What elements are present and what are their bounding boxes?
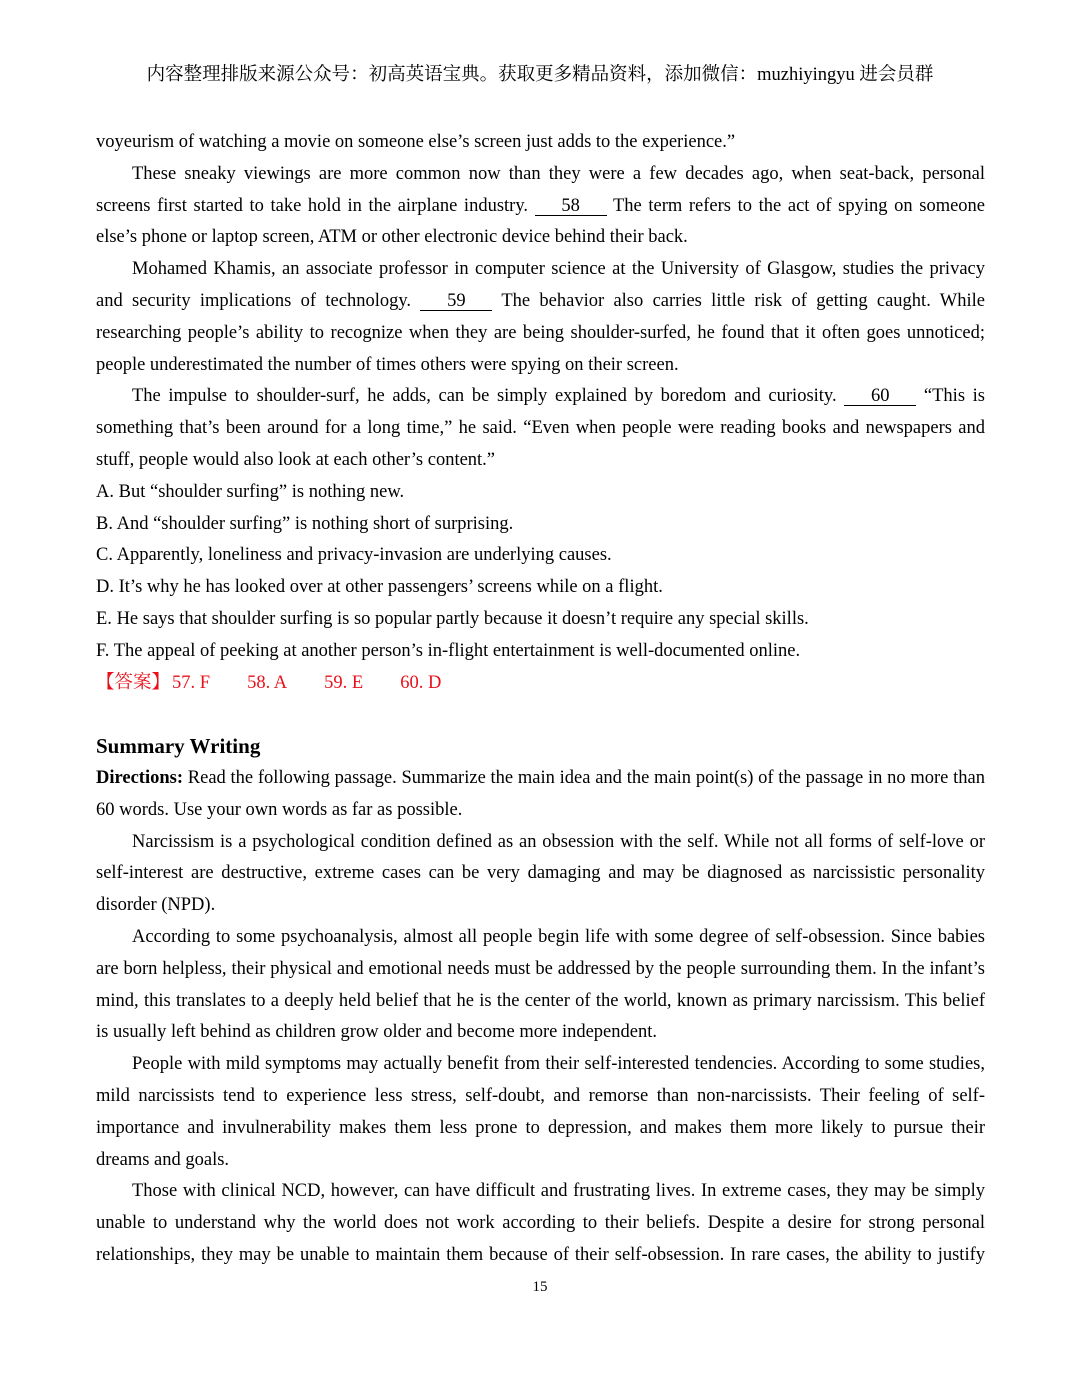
text-segment: screens first started to take hold in the airplane industry. xyxy=(96,195,528,216)
text-line: Mohamed Khamis, an associate professor in computer science at the University of Glasgow, studies the privacy xyxy=(132,259,985,280)
directions-line: 60 words. Use your own words as far as possible. xyxy=(96,799,463,820)
text-line: voyeurism of watching a movie on someone else’s screen just adds to the experience.” xyxy=(96,132,736,152)
text-line xyxy=(96,381,985,413)
option-text: Apparently, loneliness and privacy-invasion are underlying causes. xyxy=(116,545,612,566)
option-f xyxy=(96,636,985,668)
option-letter: C. xyxy=(96,545,113,566)
page-body xyxy=(96,127,985,1272)
option-letter: D. xyxy=(96,577,114,598)
text-line: self-interest are destructive, extreme cases can be very damaging and may be diagnosed as narcissistic personality xyxy=(96,863,985,884)
text-segment: The behavior also carries little risk of getting caught. While xyxy=(501,290,986,311)
text-line: mind, this translates to a deeply held belief that he is the center of the world, known as primary narcissism. This belief xyxy=(96,990,985,1011)
text-line: are born helpless, their physical and emotional needs must be addressed by the people surrounding them. In the infant’s xyxy=(96,958,985,979)
text-line: These sneaky viewings are more common now than they were a few decades ago, when seat-back, personal xyxy=(132,163,985,184)
text-line: researching people’s ability to recognize when they are being shoulder-surfed, he found that it often goes unnoticed; xyxy=(96,322,985,343)
spacer xyxy=(96,699,985,731)
section-title: Summary Writing xyxy=(96,734,261,759)
text-line: mild narcissists tend to experience less stress, self-doubt, and remorse than non-narcissists. Their feeling of self- xyxy=(96,1085,985,1106)
option-b xyxy=(96,509,985,541)
text-line: dreams and goals. xyxy=(96,1149,230,1170)
text-segment: and security implications of technology. xyxy=(96,290,412,311)
answer-item: 58. A xyxy=(247,672,288,693)
option-letter: E. xyxy=(96,608,112,629)
text-line: people underestimated the number of times others were spying on their screen. xyxy=(96,354,679,375)
text-line: Those with clinical NCD, however, can have difficult and frustrating lives. In extreme cases, they may be simply xyxy=(132,1181,985,1202)
option-text: But “shoulder surfing” is nothing new. xyxy=(118,481,405,502)
text-segment: The impulse to shoulder-surf, he adds, can be simply explained by boredom and curiosity. xyxy=(132,386,837,407)
text-line: is usually left behind as children grow older and become more independent. xyxy=(96,1022,657,1043)
option-text: He says that shoulder surfing is so popular partly because it doesn’t require any special skills. xyxy=(116,608,809,629)
text-segment: “This is xyxy=(923,386,986,407)
option-letter: A. xyxy=(96,481,114,502)
text-line: People with mild symptoms may actually benefit from their self-interested tendencies. According to some studies, xyxy=(132,1054,985,1075)
text-segment: The term refers to the act of spying on someone xyxy=(612,195,986,216)
answer-item: 60. D xyxy=(400,672,442,693)
text-line: else’s phone or laptop screen, ATM or other electronic device behind their back. xyxy=(96,227,688,248)
answer-blank-60: 60 xyxy=(844,387,916,406)
option-text: The appeal of peeking at another person’s in-flight entertainment is well-documented online. xyxy=(113,640,801,661)
option-e xyxy=(96,604,985,636)
text-line: disorder (NPD). xyxy=(96,895,216,916)
page-number: 15 xyxy=(532,1279,548,1295)
option-text: It’s why he has looked over at other passengers’ screens while on a flight. xyxy=(118,577,663,598)
option-text: And “shoulder surfing” is nothing short of surprising. xyxy=(116,513,514,534)
option-c xyxy=(96,540,985,572)
option-a xyxy=(96,477,985,509)
page-header: 内容整理排版来源公众号：初高英语宝典。获取更多精品资料，添加微信：muzhiyingyu 进会员群 xyxy=(146,65,934,85)
text-line: importance and invulnerability makes them less prone to depression, and makes them more likely to pursue their xyxy=(96,1117,985,1138)
answer-blank-59: 59 xyxy=(420,292,492,311)
option-letter: F. xyxy=(96,640,110,661)
text-line: According to some psychoanalysis, almost all people begin life with some degree of self-obsession. Since babies xyxy=(132,926,985,947)
text-line: unable to understand why the world does not work according to their beliefs. Despite a desire for strong personal xyxy=(96,1213,985,1234)
text-line: stuff, people would also look at each other’s content.” xyxy=(96,449,496,470)
text-line xyxy=(96,191,985,223)
answer-label: 【答案】 xyxy=(96,672,171,693)
text-line: relationships, they may be unable to maintain them because of their self-obsession. In rare cases, the ability to justify xyxy=(96,1244,985,1265)
answer-key xyxy=(96,668,985,700)
option-d xyxy=(96,572,985,604)
answer-item: 57. F xyxy=(172,672,211,693)
text-segment: Read the following passage. Summarize the main idea and the main point(s) of the passage in no more than xyxy=(187,767,985,788)
text-line: Narcissism is a psychological condition defined as an obsession with the self. While not all forms of self-love or xyxy=(132,831,985,852)
answer-blank-58: 58 xyxy=(535,197,607,216)
text-line: something that’s been around for a long time,” he said. “Even when people were reading books and newspapers and xyxy=(96,418,985,439)
option-letter: B. xyxy=(96,513,113,534)
text-line xyxy=(96,286,985,318)
directions-label: Directions: xyxy=(96,767,183,788)
answer-item: 59. E xyxy=(324,672,364,693)
directions-line xyxy=(96,763,985,795)
